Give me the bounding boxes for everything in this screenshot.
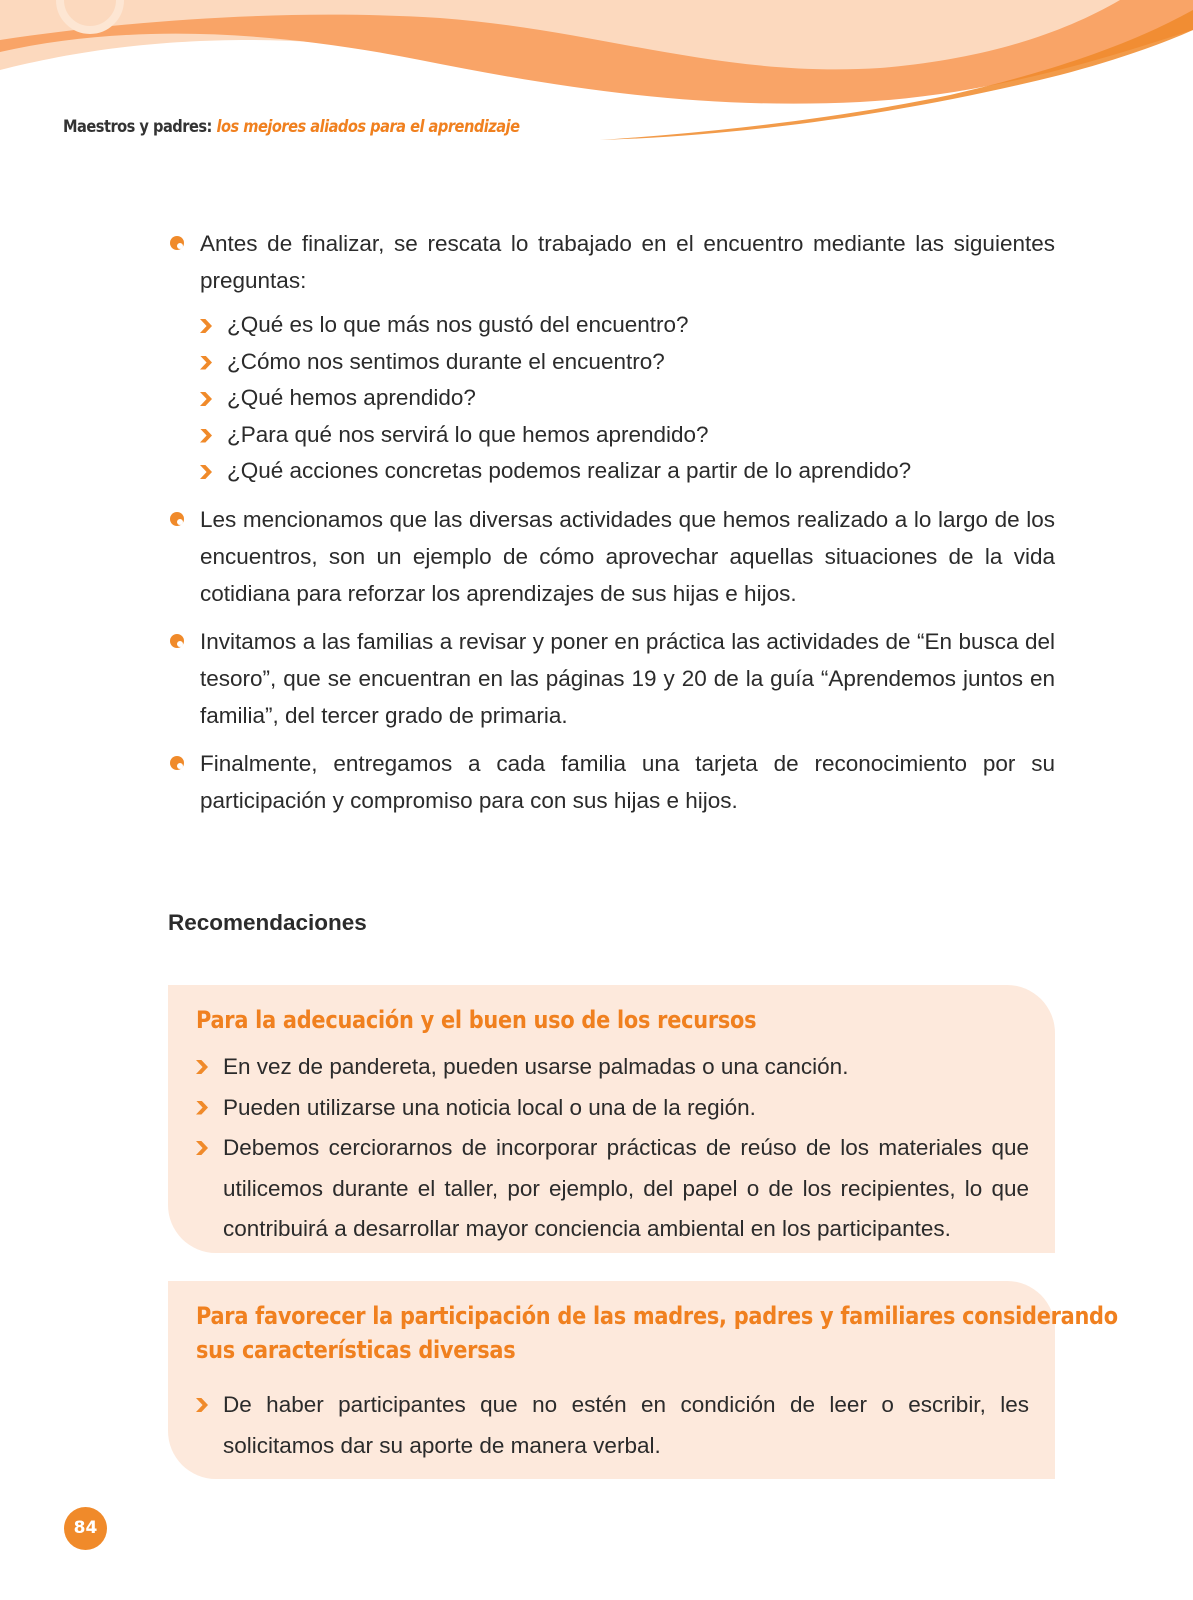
question-text: ¿Qué es lo que más nos gustó del encuentro? (227, 312, 689, 337)
chevron-right-icon (200, 392, 212, 406)
chevron-right-icon (200, 465, 212, 479)
chevron-right-icon (196, 1398, 208, 1412)
chevron-right-icon (200, 319, 212, 333)
chevron-right-icon (200, 429, 212, 443)
running-header-title: Maestros y padres: (63, 117, 212, 137)
chevron-right-icon (200, 356, 212, 370)
recommendation-list (196, 1047, 1029, 1250)
recommendation-item (196, 1088, 1029, 1129)
chevron-right-icon (196, 1060, 208, 1074)
recommendation-item (196, 1385, 1029, 1466)
question-text: ¿Qué hemos aprendido? (227, 385, 476, 410)
question-text: ¿Cómo nos sentimos durante el encuentro? (227, 348, 665, 374)
recommendation-item (196, 1047, 1029, 1088)
list-item-text: Les mencionamos que las diversas actividades que hemos realizado a lo largo de los encuentros, son un ejemplo de cómo aprovechar aquellas situaciones de la vida cotidiana para reforzar los aprendizajes de sus hijas e hijos. (200, 506, 1055, 606)
recommendation-box-resources (168, 985, 1055, 1253)
chevron-right-icon (196, 1141, 208, 1155)
recommendation-text: En vez de pandereta, pueden usarse palmadas o una canción. (223, 1054, 849, 1079)
question-item (200, 380, 1055, 417)
running-header (63, 117, 520, 137)
running-header-subtitle: los mejores aliados para el aprendizaje (216, 117, 520, 137)
recommendation-text: Pueden utilizarse una noticia local o una de la región. (223, 1094, 756, 1120)
question-item (200, 344, 1055, 381)
list-item-text: Antes de finalizar, se rescata lo trabajado en el encuentro mediante las siguientes preguntas: (200, 231, 1055, 293)
question-item (200, 453, 1055, 490)
box-title: Para la adecuación y el buen uso de los recursos (196, 1006, 757, 1034)
chevron-right-icon (196, 1101, 208, 1115)
main-content (170, 225, 1055, 830)
circle-bullet-icon (170, 512, 184, 526)
list-item (170, 745, 1055, 819)
box-title-line-1: Para favorecer la participación de las madres, padres y familiares considerando (196, 1302, 1118, 1330)
list-item (170, 623, 1055, 734)
page-number: 84 (64, 1507, 107, 1550)
circle-bullet-icon (170, 236, 184, 250)
recommendations-heading: Recomendaciones (168, 910, 367, 935)
recommendation-text: Debemos cerciorarnos de incorporar prácticas de reúso de los materiales que utilicemos durante el taller, por ejemplo, del papel o de los recipientes, lo que contribuirá a desarrollar mayor conciencia ambiental en los participantes. (223, 1135, 1029, 1241)
list-item-text: Finalmente, entregamos a cada familia una tarjeta de reconocimiento por su participación y compromiso para con sus hijas e hijos. (200, 750, 1055, 813)
question-item (200, 307, 1055, 344)
list-item (170, 501, 1055, 612)
circle-bullet-icon (170, 756, 184, 770)
circle-bullet-icon (170, 634, 184, 648)
recommendation-list (196, 1385, 1029, 1466)
box-title-line-2: sus características diversas (196, 1336, 516, 1364)
recommendation-item (196, 1128, 1029, 1250)
question-text: ¿Qué acciones concretas podemos realizar a partir de lo aprendido? (227, 458, 912, 483)
list-item (170, 225, 1055, 490)
question-item (200, 417, 1055, 454)
question-text: ¿Para qué nos servirá lo que hemos aprendido? (227, 421, 709, 447)
list-item-text: Invitamos a las familias a revisar y poner en práctica las actividades de “En busca del tesoro”, que se encuentran en las páginas 19 y 20 de la guía “Aprendemos juntos en familia”, del tercer grado de primaria. (200, 628, 1055, 728)
question-list (200, 307, 1055, 490)
main-bullet-list (170, 225, 1055, 819)
recommendation-box-participation (168, 1281, 1118, 1479)
recommendation-text: De haber participantes que no estén en condición de leer o escribir, les solicitamos dar su aporte de manera verbal. (223, 1392, 1029, 1458)
